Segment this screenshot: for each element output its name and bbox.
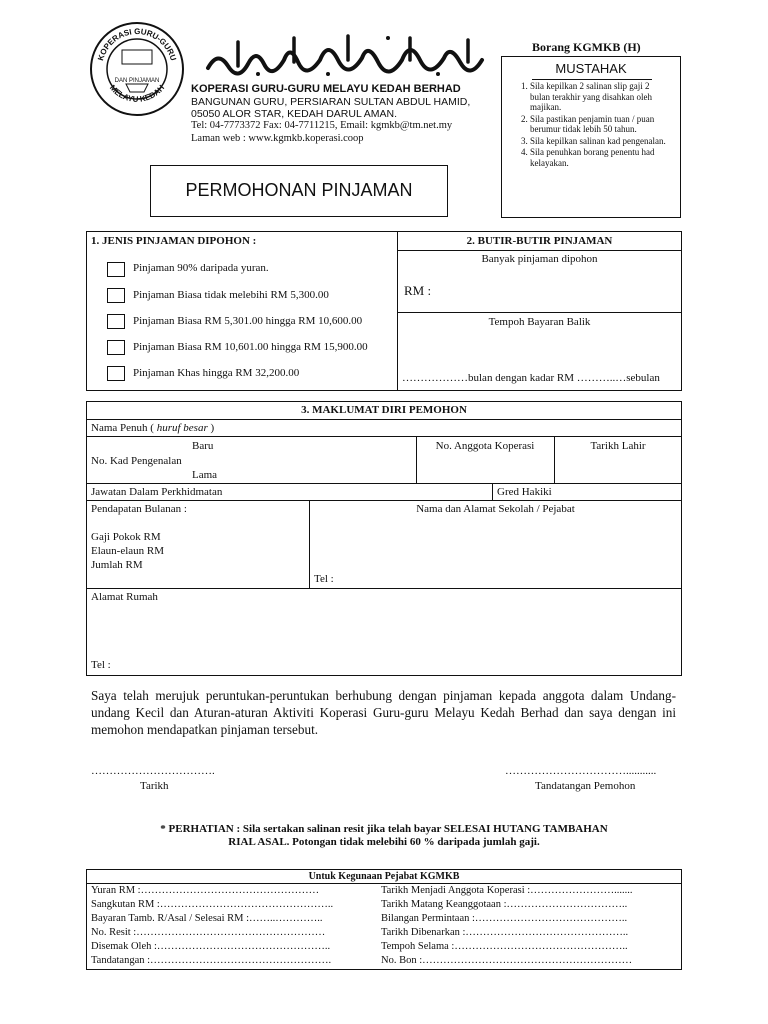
office-debt-field[interactable]: Sangkutan RM :………………………………………….. <box>91 899 334 910</box>
org-address-1: BANGUNAN GURU, PERSIARAN SULTAN ABDUL HAMID, <box>191 96 471 108</box>
position-field[interactable]: Jawatan Dalam Perkhidmatan <box>91 486 223 498</box>
mustahak-heading: MUSTAHAK <box>555 61 627 76</box>
mustahak-box <box>501 56 681 218</box>
full-name-field[interactable]: Nama Penuh ( huruf besar ) <box>91 422 215 434</box>
grade-field[interactable]: Gred Hakiki <box>497 486 552 498</box>
loan-option-checkbox-1[interactable] <box>107 262 125 277</box>
date-signature-line[interactable]: ……………………………. <box>91 765 215 777</box>
dob-label: Tarikh Lahir <box>590 440 646 452</box>
office-checked-by-field[interactable]: Disemak Oleh :………………………………………….. <box>91 941 331 952</box>
title-box <box>150 165 448 217</box>
allowances-field[interactable]: Elaun-elaun RM <box>91 545 165 557</box>
org-website: Laman web : www.kgmkb.koperasi.coop <box>191 133 364 144</box>
office-left-column <box>91 884 333 968</box>
loan-option-label-1: Pinjaman 90% daripada yuran. <box>133 262 269 274</box>
office-member-date-field[interactable]: Tarikh Menjadi Anggota Koperasi :……………………....... <box>381 885 633 896</box>
form-title: PERMOHONAN PINJAMAN <box>185 180 413 200</box>
notice-line-2: RIAL ASAL. Potongan tidak melebihi 60 % daripada jumlah gaji. <box>228 836 540 848</box>
school-tel-field[interactable]: Tel : <box>314 573 334 585</box>
office-payment-field[interactable]: Bayaran Tamb. R/Asal / Selesai RM :……..………….. <box>91 913 323 924</box>
loan-amount-input[interactable] <box>440 280 670 300</box>
rm-label: RM : <box>404 283 432 298</box>
total-field[interactable]: Jumlah RM <box>91 559 143 571</box>
repayment-rate-line[interactable]: ………………bulan dengan kadar RM ………..…sebulan <box>402 372 660 384</box>
office-receipt-field[interactable]: No. Resit :……………………………………………… <box>91 927 326 938</box>
ic-input[interactable] <box>230 438 410 480</box>
form-code: Borang KGMKB (H) <box>532 40 641 54</box>
ic-label: No. Kad Pengenalan <box>91 455 182 467</box>
notice-line-1: * PERHATIAN : Sila sertakan salinan resit jika telah bayar SELESAI HUTANG TAMBAHAN <box>160 823 608 835</box>
ic-new-label: Baru <box>192 440 214 452</box>
office-request-count-field[interactable]: Bilangan Permintaan :…………………………………….. <box>381 913 628 924</box>
logo-text-bottom: MELAYU KEDAH <box>107 83 167 104</box>
school-address-label: Nama dan Alamat Sekolah / Pejabat <box>416 503 575 515</box>
mustahak-item: 1. Sila kepilkan 2 salinan slip gaji 2 bulan terakhir yang disahkan oleh majikan. <box>530 81 670 113</box>
repayment-period-label: Tempoh Bayaran Balik <box>488 316 591 328</box>
loan-option-label-2: Pinjaman Biasa tidak melebihi RM 5,300.00 <box>133 289 329 301</box>
ic-old-label: Lama <box>192 469 218 481</box>
org-name: KOPERASI GURU-GURU MELAYU KEDAH BERHAD <box>191 83 461 95</box>
org-contact: Tel: 04-7773372 Fax: 04-7711215, Email: kgmkb@tm.net.my <box>191 120 453 131</box>
office-bond-no-field[interactable]: No. Bon :…………………………………………………… <box>381 955 633 966</box>
office-fee-field[interactable]: Yuran RM :…………………………………………… <box>91 885 320 896</box>
member-no-input[interactable] <box>420 455 550 480</box>
declaration-text: Saya telah merujuk peruntukan-peruntukan berhubung dengan pinjaman kepada anggota dalam Undang-undang Kecil dan Aturan-aturan Aktiviti Koperasi Guru-guru Melayu Kedah Berhad dan saya dengan ini memohon mendapatkan pinjaman tersebut. <box>91 688 676 737</box>
office-signature-field[interactable]: Tandatangan :……………………………………………. <box>91 955 332 966</box>
office-maturity-date-field[interactable]: Tarikh Matang Keanggotaan :…………………………….. <box>381 899 628 910</box>
member-no-label: No. Anggota Koperasi <box>435 440 535 452</box>
home-tel-field[interactable]: Tel : <box>91 659 111 671</box>
loan-option-checkbox-4[interactable] <box>107 340 125 355</box>
office-right-column <box>381 884 633 968</box>
logo-seal <box>88 20 186 118</box>
loan-amount-label: Banyak pinjaman dipohon <box>481 253 598 265</box>
jawi-calligraphy <box>198 30 488 80</box>
loan-option-label-5: Pinjaman Khas hingga RM 32,200.00 <box>133 367 300 379</box>
date-label: Tarikh <box>140 780 169 792</box>
applicant-signature-label: Tandatangan Pemohon <box>535 780 636 792</box>
applicant-signature-line[interactable]: ……………………………........... <box>505 765 657 777</box>
logo-center-text: DAN PINJAMAN <box>114 78 160 84</box>
loan-option-checkbox-3[interactable] <box>107 314 125 329</box>
home-address-label: Alamat Rumah <box>91 591 158 603</box>
school-address-input[interactable] <box>314 518 676 568</box>
loan-option-checkbox-5[interactable] <box>107 366 125 381</box>
basic-salary-field[interactable]: Gaji Pokok RM <box>91 531 161 543</box>
logo-text-top: KOPERASI GURU-GURU <box>96 26 178 62</box>
org-address-2: 05050 ALOR STAR, KEDAH DARUL AMAN. <box>191 108 397 120</box>
section1-heading: 1. JENIS PINJAMAN DIPOHON : <box>91 235 257 247</box>
office-approved-date-field[interactable]: Tarikh Dibenarkan :……………………………………….. <box>381 927 629 938</box>
home-address-input[interactable] <box>91 606 676 654</box>
svg-text:MELAYU KEDAH <box>108 83 166 104</box>
loan-option-label-4: Pinjaman Biasa RM 10,601.00 hingga RM 15,900.00 <box>133 341 368 353</box>
dob-input[interactable] <box>558 455 678 480</box>
mustahak-item: 4. Sila penuhkan borang penentu had kelayakan. <box>530 147 670 168</box>
mustahak-item: 2. Sila pastikan penjamin tuan / puan berumur tidak lebih 50 tahun. <box>530 114 670 135</box>
loan-option-checkbox-2[interactable] <box>107 288 125 303</box>
office-use-heading: Untuk Kegunaan Pejabat KGMKB <box>308 871 460 882</box>
section3-heading: 3. MAKLUMAT DIRI PEMOHON <box>301 404 467 416</box>
mustahak-list <box>502 81 670 169</box>
loan-option-label-3: Pinjaman Biasa RM 5,301.00 hingga RM 10,600.00 <box>133 315 363 327</box>
mustahak-item: 3. Sila kepilkan salinan kad pengenalan. <box>530 136 670 147</box>
income-label: Pendapatan Bulanan : <box>91 503 187 515</box>
section2-heading: 2. BUTIR-BUTIR PINJAMAN <box>466 235 613 247</box>
office-period-field[interactable]: Tempoh Selama :………………………………………….. <box>381 941 628 952</box>
